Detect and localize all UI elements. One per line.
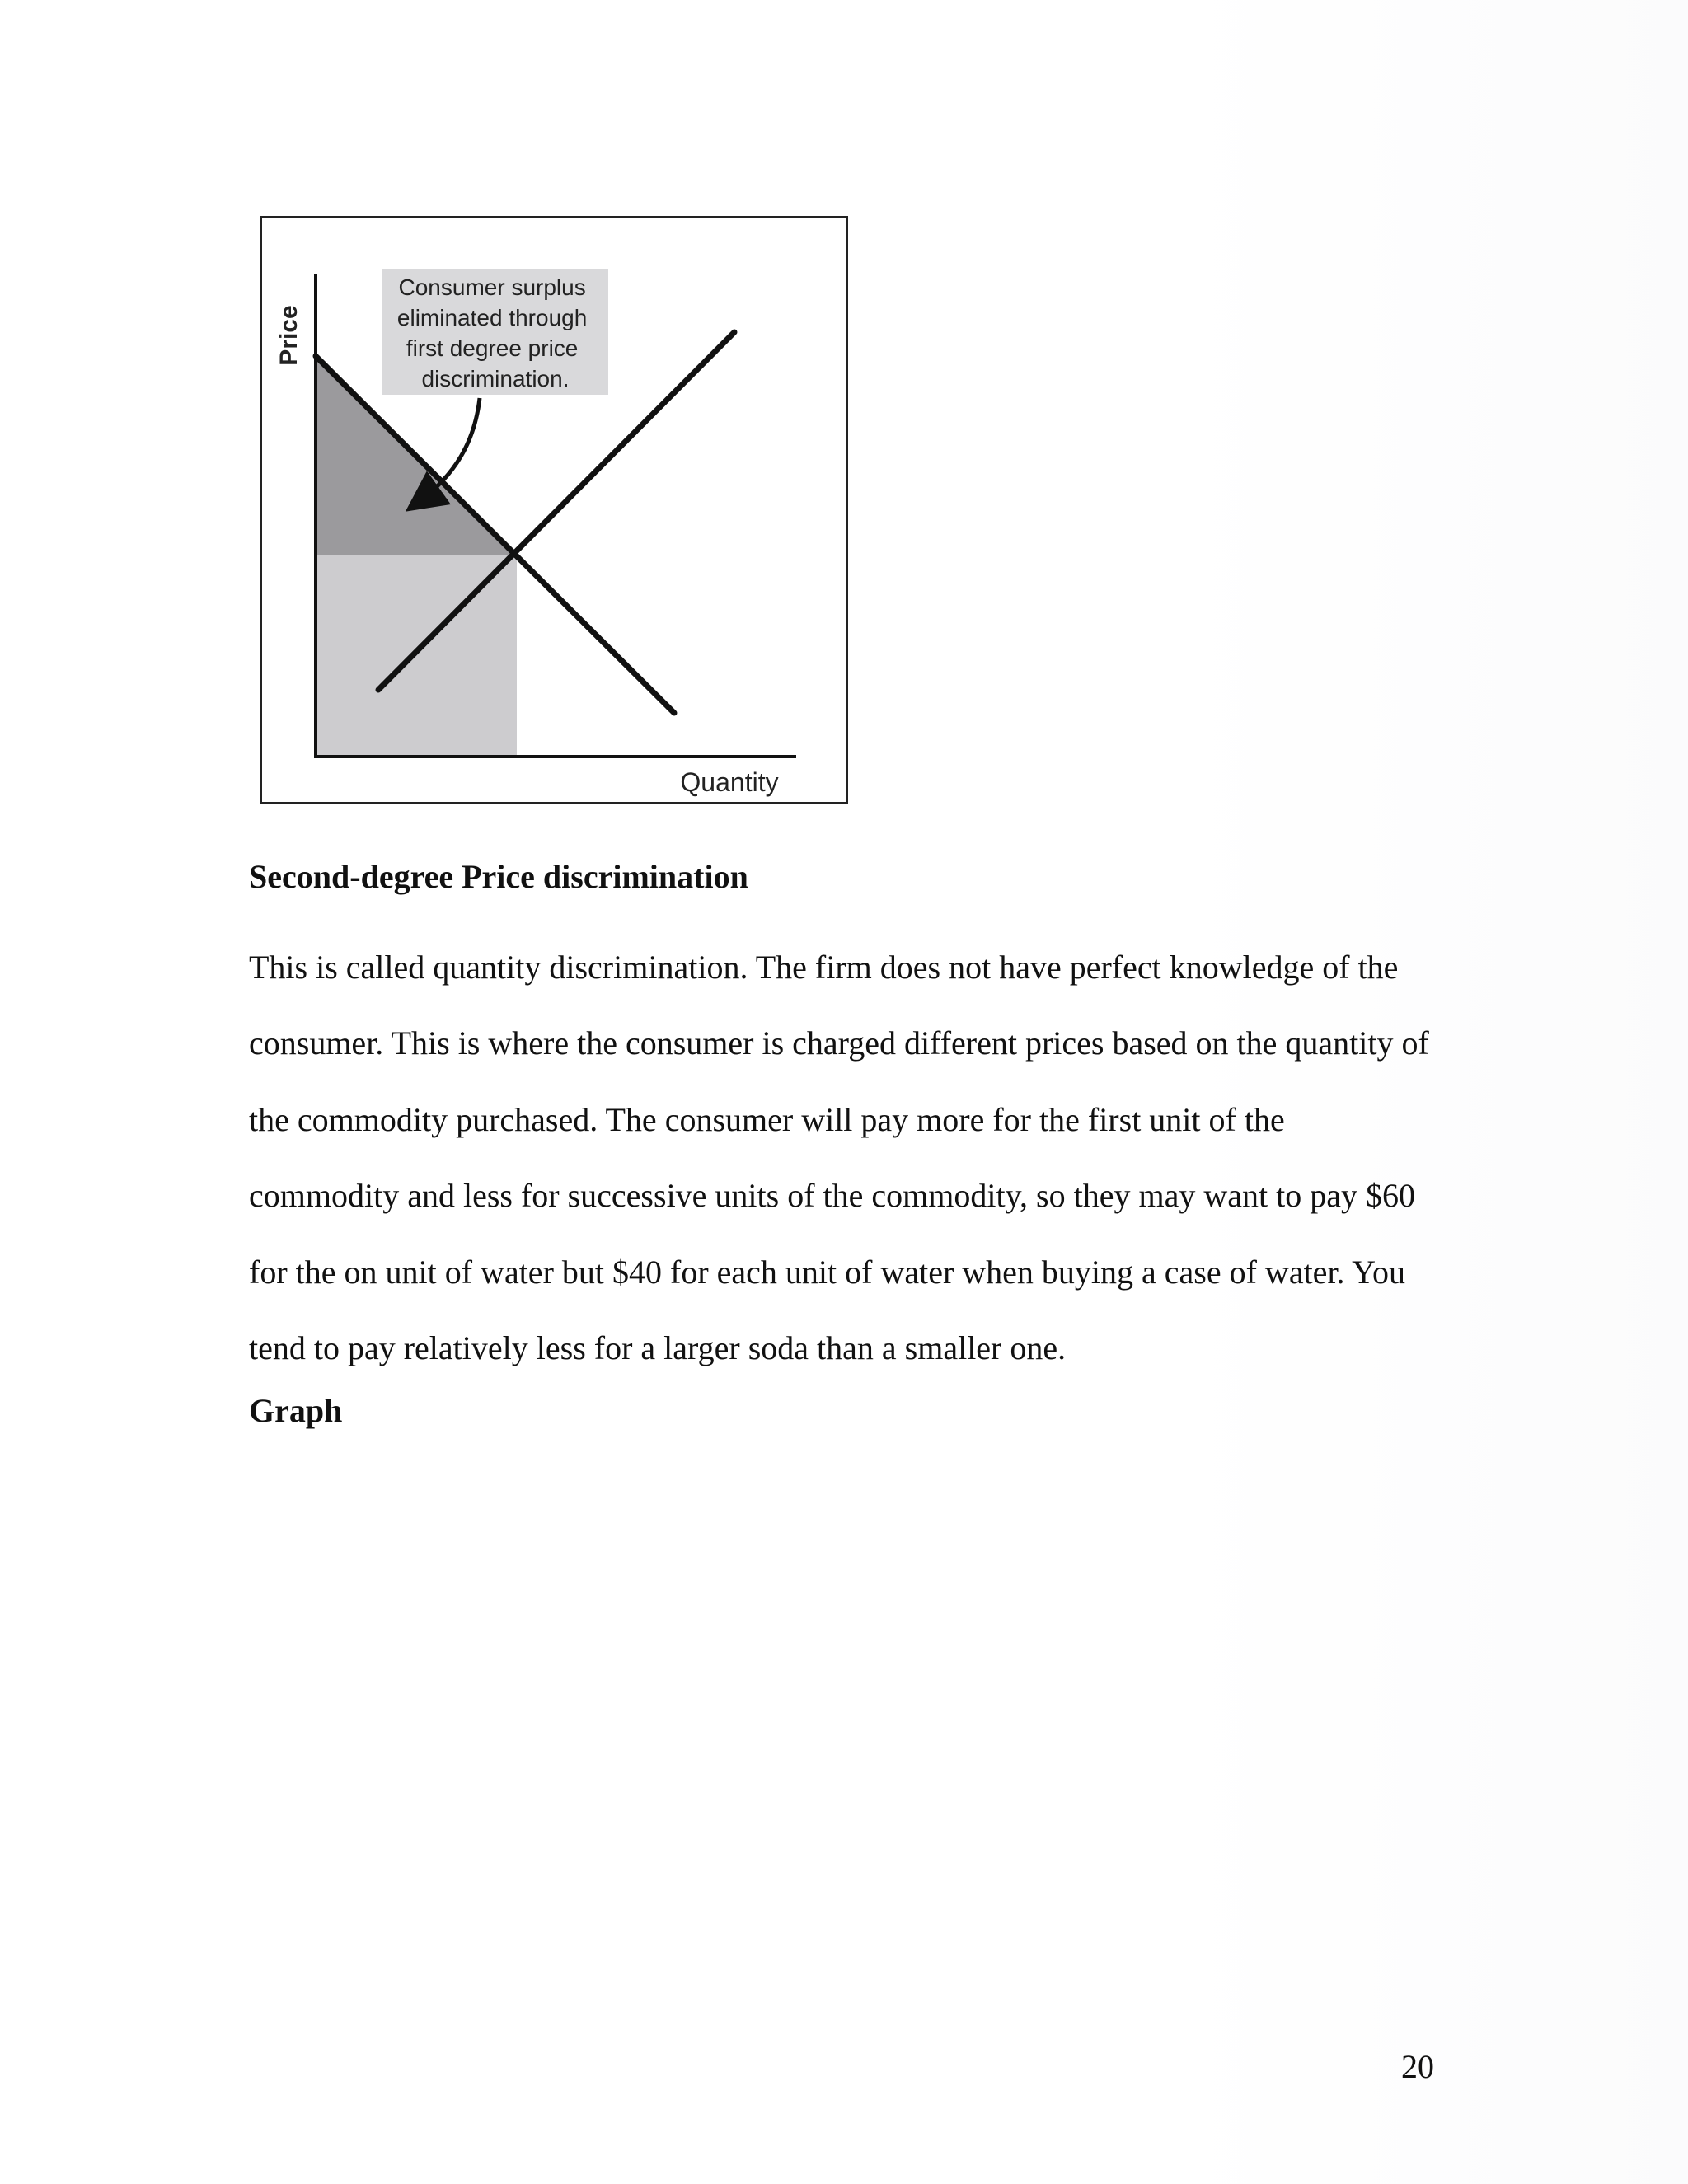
paragraph-line: consumer. This is where the consumer is charged different prices based on the quantity of — [249, 1024, 1429, 1062]
section-heading: Second-degree Price discrimination — [249, 858, 748, 895]
figure-diagram — [262, 218, 846, 802]
paragraph-line: This is called quantity discrimination. The firm does not have perfect knowledge of the — [249, 949, 1399, 986]
annotation-line-4: discrimination. — [421, 366, 570, 391]
body-paragraph — [249, 930, 1485, 1386]
paragraph-line: tend to pay relatively less for a larger soda than a smaller one. — [249, 1329, 1067, 1367]
annotation-line-3: first degree price — [406, 335, 579, 361]
page-number: 20 — [1401, 2048, 1434, 2085]
annotation-line-1: Consumer surplus — [398, 274, 586, 300]
y-axis-label: Price — [275, 305, 302, 366]
x-axis-label: Quantity — [680, 767, 779, 797]
paragraph-line: the commodity purchased. The consumer will pay more for the first unit of the — [249, 1100, 1285, 1138]
paragraph-line: commodity and less for successive units of the commodity, so they may want to pay $60 — [249, 1177, 1415, 1215]
paragraph-line: for the on unit of water but $40 for each unit of water when buying a case of water. You — [249, 1253, 1405, 1291]
graph-subheading: Graph — [249, 1392, 343, 1429]
annotation-line-2: eliminated through — [396, 305, 588, 330]
price-discrimination-figure — [260, 216, 848, 804]
